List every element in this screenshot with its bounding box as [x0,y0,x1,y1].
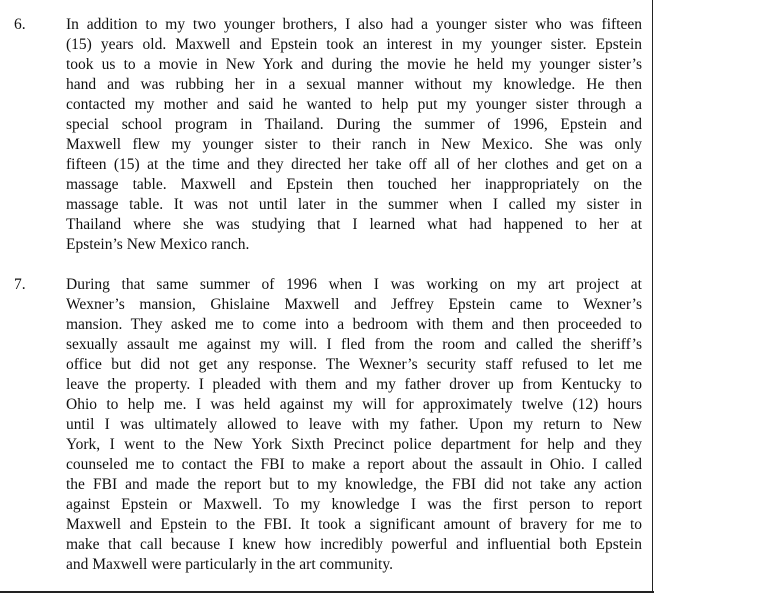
text-line: took us to a movie in New York and during the movie he held my younger sister’s [66,56,642,73]
text-line: York, I went to the New York Sixth Precinct police department for help and they [66,436,642,453]
text-line: against Epstein or Maxwell. To my knowledge I was the first person to report [66,496,642,513]
text-line: leave the property. I pleaded with them and my father drover up from Kentucky to [66,376,642,393]
right-border-line [652,0,653,592]
text-line: (15) years old. Maxwell and Epstein took an interest in my younger sister. Epstein [66,36,642,53]
text-line: counseled me to contact the FBI to make a report about the assault in Ohio. I called [66,456,642,473]
text-line: contacted my mother and said he wanted to help put my younger sister through a [66,96,642,113]
text-line: In addition to my two younger brothers, I also had a younger sister who was fifteen [66,16,642,33]
text-line: the FBI and made the report but to my knowledge, the FBI did not take any action [66,476,642,493]
text-line: Maxwell flew my younger sister to their ranch in New Mexico. She was only [66,136,642,153]
bottom-border-line [0,591,654,593]
paragraph-number: 6. [14,16,26,33]
text-line: Maxwell and Epstein to the FBI. It took a significant amount of bravery for me to [66,516,642,533]
paragraph-text [66,15,642,255]
text-line: and Maxwell were particularly in the art community. [66,556,393,573]
text-line: special school program in Thailand. During the summer of 1996, Epstein and [66,116,642,133]
text-line: mansion. They asked me to come into a bedroom with them and then proceeded to [66,316,642,333]
text-line: Epstein’s New Mexico ranch. [66,236,250,253]
text-line: During that same summer of 1996 when I was working on my art project at [66,276,642,293]
text-line: office but did not get any response. The Wexner’s security staff refused to let me [66,356,642,373]
text-line: Thailand where she was studying that I learned what had happened to her at [66,216,642,233]
text-line: fifteen (15) at the time and they directed her take off all of her clothes and get on a [66,156,642,173]
text-line: Ohio to help me. I was held against my will for approximately twelve (12) hours [66,396,642,413]
text-line: sexually assault me against my will. I fled from the room and called the sheriff’s [66,336,642,353]
text-line: until I was ultimately allowed to leave with my father. Upon my return to New [66,416,642,433]
text-line: massage table. Maxwell and Epstein then touched her inappropriately on the [66,176,642,193]
text-line: make that call because I knew how incredibly powerful and influential both Epstein [66,536,642,553]
text-line: Wexner’s mansion, Ghislaine Maxwell and Jeffrey Epstein came to Wexner’s [66,296,642,313]
paragraph-text [66,275,642,575]
paragraph-number: 7. [14,276,26,293]
text-line: hand and was rubbing her in a sexual manner without my knowledge. He then [66,76,642,93]
text-line: massage table. It was not until later in the summer when I called my sister in [66,196,642,213]
